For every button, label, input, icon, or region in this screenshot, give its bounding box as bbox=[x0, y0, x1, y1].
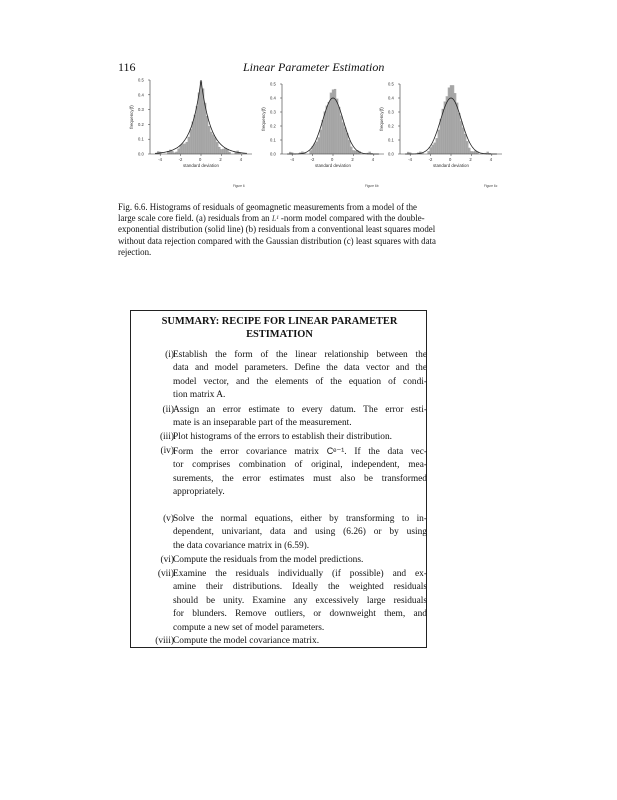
histogram-bar bbox=[330, 93, 332, 154]
histogram-bar bbox=[466, 141, 468, 154]
histogram-bar bbox=[428, 151, 430, 154]
histogram-bar bbox=[350, 147, 352, 154]
histogram-bar bbox=[214, 138, 216, 154]
summary-item-line: dependent, univariant, data and using (6.26) or by using bbox=[173, 527, 427, 538]
histogram-bar bbox=[198, 93, 200, 154]
y-tick-label: 0.2 bbox=[388, 123, 394, 129]
histogram-bar bbox=[192, 122, 194, 154]
histogram-bar bbox=[336, 99, 338, 154]
summary-item-line: Compute the model covariance matrix. bbox=[173, 636, 320, 646]
histogram-bar bbox=[218, 147, 220, 154]
x-tick-label: 4 bbox=[489, 157, 493, 162]
summary-item-text bbox=[173, 445, 427, 500]
summary-item-line: Compute the residuals from the model predictions. bbox=[173, 555, 364, 565]
histogram-bar bbox=[216, 142, 218, 154]
summary-item-line: Assign an error estimate to every datum. The error esti- bbox=[173, 405, 427, 415]
histogram-bar bbox=[206, 116, 208, 154]
summary-item-line: Solve the normal equations, either by transforming to in- bbox=[173, 514, 427, 524]
histogram-bar bbox=[352, 150, 354, 154]
summary-item-number: (viii) bbox=[155, 636, 174, 646]
caption-line-2: large scale core field. (a) residuals from an L¹ -norm model compared with the double- bbox=[118, 213, 425, 224]
summary-box bbox=[130, 310, 427, 648]
histogram-bar bbox=[432, 145, 434, 154]
summary-item-text bbox=[173, 568, 427, 635]
summary-item-text bbox=[173, 404, 427, 431]
x-tick-label: 4 bbox=[239, 157, 243, 162]
histogram-bar bbox=[220, 149, 222, 154]
summary-item-text bbox=[173, 431, 427, 444]
summary-item-line: the data covariance matrix in (6.59). bbox=[173, 540, 310, 551]
summary-item-line: Form the error covariance matrix Cᵉ⁻¹. If the data vec- bbox=[173, 446, 427, 457]
summary-item-line: model vector, and the elements of the equation of condi- bbox=[173, 376, 427, 387]
histogram-bar bbox=[188, 137, 190, 154]
x-axis-label: standard deviation bbox=[183, 163, 219, 168]
histogram-bar bbox=[340, 116, 342, 154]
running-title: Linear Parameter Estimation bbox=[243, 60, 385, 74]
histogram-panel bbox=[261, 82, 384, 189]
caption-line-4: without data rejection compared with the Gaussian distribution (c) least squares with data bbox=[118, 235, 436, 246]
x-tick-label: 2 bbox=[351, 157, 354, 162]
histogram-bar bbox=[196, 106, 198, 154]
histogram-bar bbox=[194, 115, 196, 154]
histogram-bar bbox=[316, 142, 318, 154]
histogram-bar bbox=[212, 135, 214, 154]
x-tick-label: -2 bbox=[310, 157, 315, 162]
histogram-bar bbox=[462, 128, 464, 154]
y-tick-label: 0.5 bbox=[138, 77, 144, 83]
histogram-bar bbox=[310, 150, 312, 154]
histogram-bar bbox=[184, 144, 186, 154]
histogram-bar bbox=[332, 90, 334, 154]
histogram-bar bbox=[338, 107, 340, 154]
histogram-bar bbox=[344, 128, 346, 154]
histogram-bar bbox=[434, 143, 436, 154]
histogram-bar bbox=[171, 151, 173, 154]
figure-caption bbox=[118, 202, 484, 258]
histogram-bar bbox=[346, 133, 348, 154]
histogram-panel bbox=[129, 78, 252, 189]
histogram-bar bbox=[314, 144, 316, 154]
x-tick-label: -4 bbox=[408, 157, 412, 162]
y-tick-label: 0.3 bbox=[138, 107, 144, 113]
histogram-bar bbox=[468, 148, 470, 154]
summary-item-text bbox=[173, 635, 427, 648]
histogram-bar bbox=[460, 121, 462, 154]
summary-item-text bbox=[173, 349, 427, 403]
histogram-bar bbox=[210, 132, 212, 154]
histogram-bar bbox=[222, 149, 224, 154]
summary-item-number: (iv) bbox=[160, 446, 174, 456]
histogram-bar bbox=[326, 106, 328, 154]
y-tick-label: 0.2 bbox=[270, 123, 276, 129]
y-tick-label: 0.5 bbox=[270, 81, 276, 87]
caption-line-5: rejection. bbox=[118, 246, 152, 257]
summary-item-text bbox=[173, 513, 427, 553]
norm-symbol: L¹ bbox=[271, 214, 279, 224]
histogram-bar bbox=[180, 145, 182, 154]
x-tick-label: -4 bbox=[290, 157, 294, 162]
histogram-bar bbox=[208, 126, 210, 154]
panel-label: Figure 6b bbox=[365, 184, 379, 188]
y-tick-label: 0.4 bbox=[388, 95, 394, 101]
caption-line-3: exponential distribution (solid line) (b) residuals from a conventional least squares model bbox=[118, 224, 436, 235]
summary-item-number: (iii) bbox=[159, 432, 174, 442]
histogram-bar bbox=[342, 123, 344, 154]
y-axis-label: frequency(f) bbox=[129, 105, 134, 129]
y-tick-label: 0.4 bbox=[270, 95, 276, 101]
y-tick-label: 0.4 bbox=[138, 92, 144, 98]
summary-item-line: Examine the residuals individually (if possible) and ex- bbox=[173, 569, 427, 579]
histogram-bar bbox=[178, 149, 180, 154]
summary-item-line: data and model parameters. Define the data vector and the bbox=[173, 363, 427, 374]
summary-item-line: for blunders. Remove outliers, or downweight them, and bbox=[173, 609, 427, 620]
x-tick-label: -2 bbox=[428, 157, 433, 162]
panel-label: Figure 6c bbox=[484, 184, 498, 188]
y-tick-label: 0.1 bbox=[270, 137, 276, 143]
histogram-bar bbox=[176, 152, 178, 154]
histogram-bar bbox=[456, 103, 458, 154]
summary-item-line: tion matrix A. bbox=[173, 390, 226, 401]
summary-item-number: (vi) bbox=[160, 555, 174, 565]
histogram-bar bbox=[348, 140, 350, 154]
caption-line-1: Fig. 6.6. Histograms of residuals of geomagnetic measurements from a model of the bbox=[118, 202, 417, 212]
summary-title: SUMMARY: RECIPE FOR LINEAR PARAMETER ESTIMATION bbox=[161, 316, 398, 340]
histogram-bar bbox=[190, 129, 192, 154]
histogram-bar bbox=[186, 142, 188, 154]
histogram-bar bbox=[450, 85, 452, 154]
x-tick-label: 0 bbox=[199, 157, 202, 162]
summary-item-line: surements, the error estimates must also be transformed bbox=[173, 473, 427, 484]
y-tick-label: 0.1 bbox=[388, 137, 394, 143]
summary-item-line: tor comprises combination of original, independent, mea- bbox=[173, 460, 427, 471]
x-axis-label: standard deviation bbox=[433, 163, 469, 168]
histogram-panel bbox=[379, 82, 502, 189]
histogram-bar bbox=[470, 151, 472, 154]
histogram-bar bbox=[320, 130, 322, 154]
x-tick-label: -4 bbox=[158, 157, 162, 162]
histogram-bar bbox=[448, 88, 450, 154]
summary-item-line: mate is an inseparable part of the measurement. bbox=[173, 418, 352, 429]
summary-item-number: (vii) bbox=[157, 569, 174, 579]
x-tick-label: 4 bbox=[371, 157, 375, 162]
y-axis-label: frequency(f) bbox=[261, 107, 266, 131]
x-tick-label: 0 bbox=[449, 157, 452, 162]
x-tick-label: 2 bbox=[469, 157, 472, 162]
histogram-bar bbox=[322, 120, 324, 154]
histogram-bar bbox=[430, 147, 432, 154]
histogram-bar bbox=[328, 102, 330, 154]
histogram-bar bbox=[318, 138, 320, 154]
y-tick-label: 0.2 bbox=[138, 121, 144, 127]
summary-item-number: (ii) bbox=[162, 405, 174, 415]
summary-item-line: amine their distributions. Ideally the weighted residuals bbox=[173, 582, 427, 593]
histogram-bar bbox=[440, 119, 442, 154]
summary-item-line: Establish the form of the linear relationship between the bbox=[173, 350, 427, 360]
histogram-bar bbox=[182, 144, 184, 154]
summary-item-line: Plot histograms of the errors to establish their distribution. bbox=[173, 432, 392, 442]
y-tick-label: 0.3 bbox=[388, 109, 394, 115]
covariance-symbol: Cᵉ⁻¹ bbox=[326, 446, 345, 456]
summary-item-number: (i) bbox=[165, 350, 174, 360]
summary-item-line: appropriately. bbox=[173, 487, 225, 498]
histogram-bar bbox=[472, 152, 474, 154]
y-tick-label: 0.3 bbox=[270, 109, 276, 115]
histogram-bar bbox=[464, 134, 466, 154]
figure-histograms bbox=[118, 74, 503, 194]
y-tick-label: 0.0 bbox=[270, 151, 276, 157]
page-number: 116 bbox=[118, 60, 136, 74]
histogram-bar bbox=[324, 112, 326, 154]
histogram-bar bbox=[354, 151, 356, 154]
histogram-bar bbox=[438, 130, 440, 154]
x-tick-label: 0 bbox=[331, 157, 334, 162]
y-tick-label: 0.5 bbox=[388, 81, 394, 87]
x-axis-label: standard deviation bbox=[315, 163, 351, 168]
histogram-bar bbox=[446, 96, 448, 154]
summary-item-line: compute a new set of model parameters. bbox=[173, 622, 325, 633]
summary-item-line: should be unity. Examine any excessively large residuals bbox=[173, 595, 427, 606]
histogram-bar bbox=[436, 138, 438, 154]
y-axis-label: frequency(f) bbox=[379, 107, 384, 131]
y-tick-label: 0.1 bbox=[138, 136, 144, 142]
x-tick-label: 2 bbox=[219, 157, 222, 162]
y-tick-label: 0.0 bbox=[138, 151, 144, 157]
y-tick-label: 0.0 bbox=[388, 151, 394, 157]
histogram-bar bbox=[200, 81, 202, 154]
histogram-bar bbox=[458, 113, 460, 154]
panel-label: Figure 6 bbox=[233, 184, 245, 188]
x-tick-label: -2 bbox=[178, 157, 183, 162]
histogram-bar bbox=[452, 85, 454, 154]
summary-item-number: (v) bbox=[163, 514, 174, 524]
summary-item-text bbox=[173, 554, 427, 567]
